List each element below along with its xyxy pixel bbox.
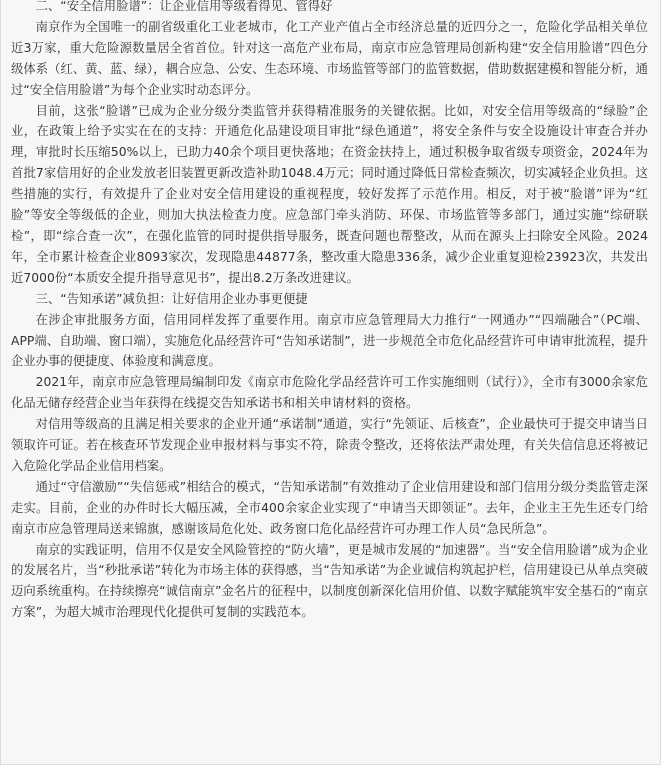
paragraph-commitment-channel: 对信用等级高的且满足相关要求的企业开通“承诺制”通道，实行“先领证、后核查”，企业最快可于提交申请当日领取许可证。若在核查环节发现企业申报材料与事实不符，除责令整改，还将依法严肃处理，有关失信信息还将被记入危险化学品企业信用档案。 xyxy=(11,417,648,473)
paragraph-credit-face-usage: 目前，这张“脸谱”已成为企业分级分类监管并获得精准服务的关键依据。比如，对安全信用等级高的“绿脸”企业，在政策上给予实实在在的支持：开通危化品建设项目审批“绿色通道”，将安全条件与安全设施设计审查合并办理，审批时长压缩50%以上，已助力40余个项目更快落地；在资金扶持上，通过积极争取省级专项资金，2024年为首批7家信用好的企业发放老旧装置更新改造补助1048.4万元；同时通过降低日常检查频次，切实减轻企业负担。这些措施的实行，有效提升了企业对安全信用建设的重视程度，较好发挥了示范作用。相反，对于被“脸谱”评为“红脸”等安全等级低的企业，则加大执法检查力度。应急部门牵头消防、环保、市场监管等多部门，通过实施“综研联检”，即“综合查一次”，在强化监管的同时提供指导服务，既查问题也帮整改，从而在源头上扫除安全风险。2024年，全市累计检查企业8093家次，发现隐患44877条，整改重大隐患336条，减少企业重复迎检23923次，共发出近7000份“本质安全提升指导意见书”，提出8.2万条改进建议。 xyxy=(11,103,648,285)
section-heading-2: 二、“安全信用脸谱”：让企业信用等级看得见、管得好 xyxy=(35,0,333,13)
paragraph-overview: 南京作为全国唯一的副省级重化工业老城市，化工产业产值占全市经济总量的近四分之一，危险化学品相关单位近3万家，重大危险源数量居全省首位。针对这一高危产业布局，南京市应急管理局创新构建“安全信用脸谱”四色分级体系（红、黄、蓝、绿），耦合应急、公安、生态环境、市场监管等部门的监管数据，借助数据建模和智能分析，通过“安全信用脸谱”为每个企业实时动态评分。 xyxy=(11,19,648,97)
paragraph-approval-service: 在涉企审批服务方面，信用同样发挥了重要作用。南京市应急管理局大力推行“一网通办”“四端融合”（PC端、APP端、自助端、窗口端），实施危化品经营许可“告知承诺制”，进一步规范全市危化品经营许可申请审批流程，提升企业办事的便捷度、体验度和满意度。 xyxy=(11,312,648,369)
paragraph-incentive-model: 通过“守信激励”“失信惩戒”相结合的模式，“告知承诺制”有效推动了企业信用建设和部门信用分级分类监管走深走实。目前，企业的办件时长大幅压减，全市400余家企业实现了“申请当天即领证”。去年，企业主王先生还专门给南京市应急管理局送来锦旗，感谢该局危化处、政务窗口危化品经营许可办理工作人员“急民所急”。 xyxy=(11,479,648,536)
paragraph-2021-rules: 2021年，南京市应急管理局编制印发《南京市危险化学品经营许可工作实施细则（试行）》，全市有3000余家危化品无储存经营企业当年获得在线提交告知承诺书和相关申请材料的资格。 xyxy=(11,375,648,411)
paragraph-conclusion: 南京的实践证明，信用不仅是安全风险管控的“防火墙”，更是城市发展的“加速器”。当“安全信用脸谱”成为企业的发展名片，当“秒批承诺”转化为市场主体的获得感，当“告知承诺”为企业诚信构筑起护栏，信用建设已从单点突破迈向系统重构。在持续擦亮“诚信南京”金名片的征程中，以制度创新深化信用价值、以数字赋能筑牢安全基石的“南京方案”，为超大城市治理现代化提供可复制的实践范本。 xyxy=(11,542,648,620)
section-heading-3: 三、“告知承诺”减负担：让好信用企业办事更便捷 xyxy=(35,291,308,306)
